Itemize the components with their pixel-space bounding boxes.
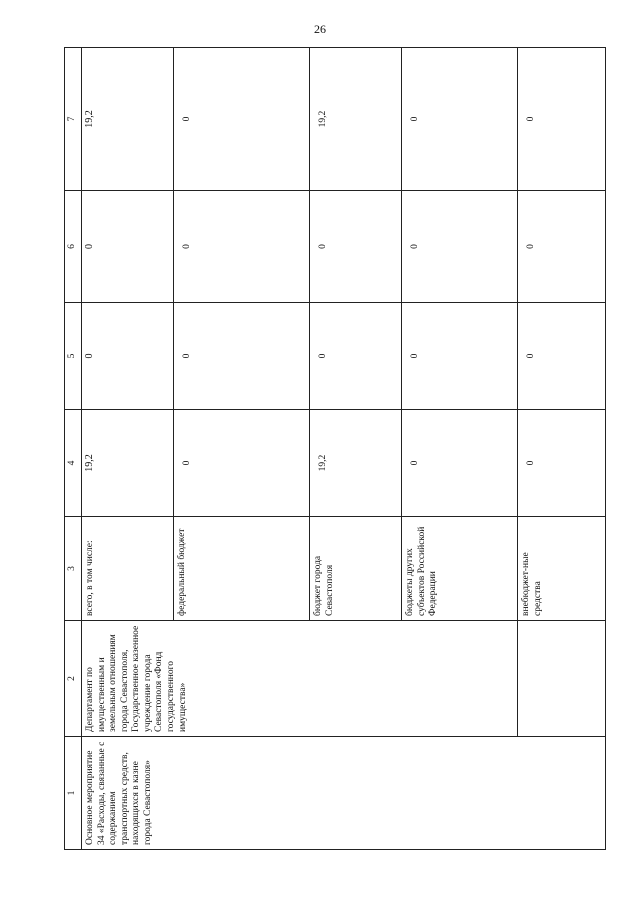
- column-header: 6: [65, 191, 82, 303]
- table-row: [82, 48, 174, 850]
- value-cell: 19,2: [82, 48, 174, 191]
- source-cell: бюджеты других субъектов Российской Федерации: [402, 517, 518, 621]
- source-cell: бюджет города Севастополя: [310, 517, 402, 621]
- column-header: 3: [65, 517, 82, 621]
- value-cell: 0: [174, 191, 310, 303]
- value-cell: 0: [518, 303, 606, 410]
- value-cell: 0: [402, 410, 518, 517]
- measure-name-cell: Основное мероприятие 34 «Расходы, связанные с содержанием транспортных средств, находящихся в казне города Севастополя»: [82, 737, 606, 850]
- value-cell: 0: [82, 191, 174, 303]
- page-number: 26: [314, 22, 326, 36]
- budget-table-rotated: [64, 48, 604, 850]
- value-cell: 0: [518, 48, 606, 191]
- column-header: 5: [65, 303, 82, 410]
- source-cell: внебюджет-ные средства: [518, 517, 606, 621]
- value-cell: 0: [310, 303, 402, 410]
- column-header: 1: [65, 737, 82, 850]
- value-cell: 19,2: [310, 48, 402, 191]
- value-cell: 0: [310, 191, 402, 303]
- value-cell: 0: [82, 303, 174, 410]
- source-cell: всего, в том числе:: [82, 517, 174, 621]
- value-cell: 0: [174, 410, 310, 517]
- budget-table: [64, 47, 606, 850]
- column-header: 7: [65, 48, 82, 191]
- value-cell: 0: [402, 48, 518, 191]
- table-row: [402, 48, 518, 850]
- column-header: 2: [65, 621, 82, 737]
- value-cell: 19,2: [310, 410, 402, 517]
- value-cell: 0: [518, 410, 606, 517]
- table-row: [518, 48, 606, 850]
- value-cell: 19,2: [82, 410, 174, 517]
- value-cell: 0: [402, 191, 518, 303]
- value-cell: 0: [174, 48, 310, 191]
- executor-cell: Департамент по имущественным и земельным отношениям города Севастополя, Государственное казенное учреждение города Севастополя «Фонд государственного имущества»: [82, 621, 402, 737]
- source-cell: федеральный бюджет: [174, 517, 310, 621]
- table-header-row: [65, 48, 82, 850]
- value-cell: 0: [518, 191, 606, 303]
- column-header: 4: [65, 410, 82, 517]
- executor-cell-empty: [518, 621, 606, 737]
- value-cell: 0: [174, 303, 310, 410]
- executor-cell-continued: [402, 621, 518, 737]
- value-cell: 0: [402, 303, 518, 410]
